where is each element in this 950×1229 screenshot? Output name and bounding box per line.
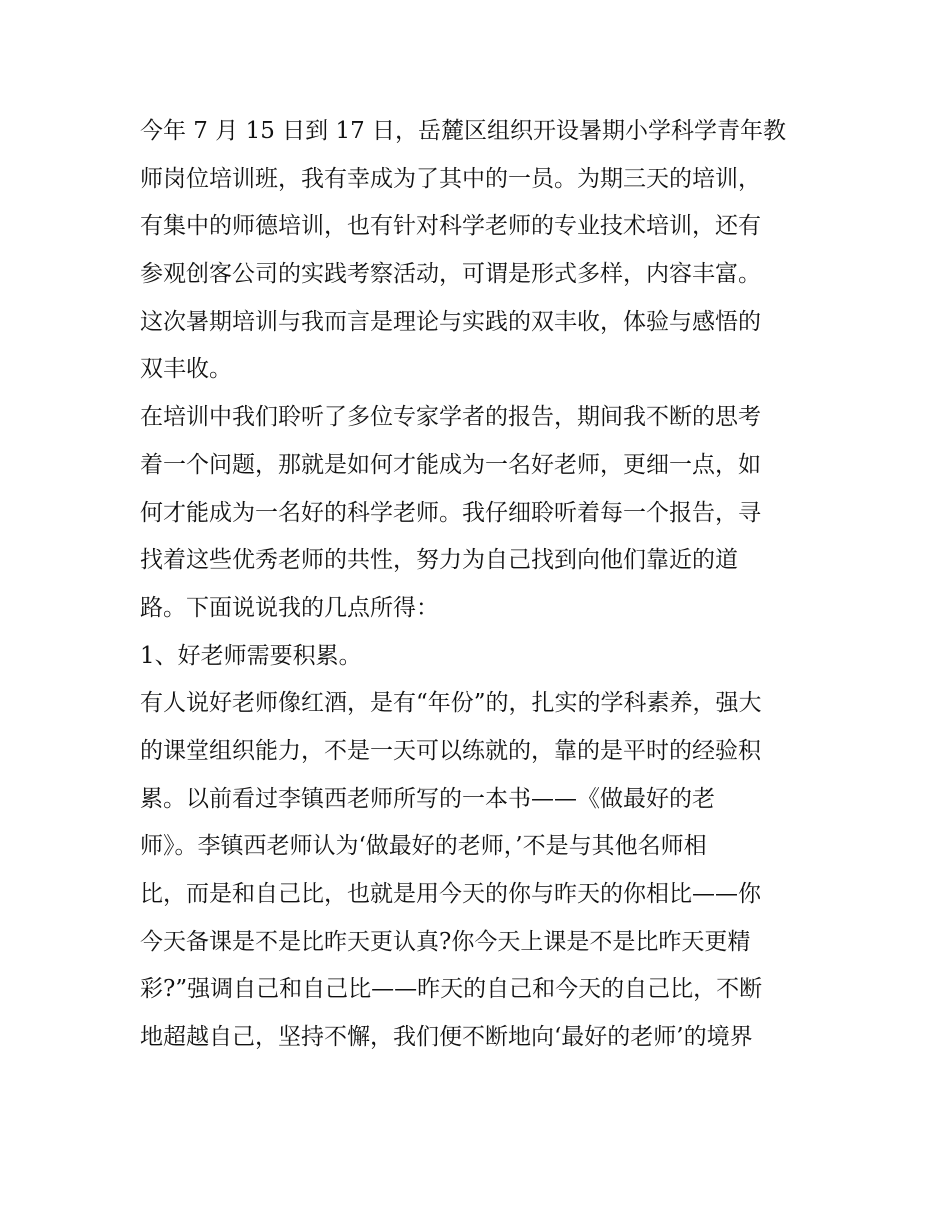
text-line: 有集中的师德培训，也有针对科学老师的专业技术培训，还有 bbox=[140, 213, 761, 240]
text-line: 着一个问题，那就是如何才能成为一名好老师，更细一点，如 bbox=[140, 451, 761, 478]
text-line: 累。以前看过李镇西老师所写的一本书——《做最好的老 bbox=[140, 785, 715, 812]
text-line: 参观创客公司的实践考察活动，可谓是形式多样，内容丰富。 bbox=[140, 261, 761, 288]
text-line: 的课堂组织能力，不是一天可以练就的，靠的是平时的经验积 bbox=[140, 737, 761, 764]
text-line: 双丰收。 bbox=[140, 356, 232, 383]
text-line: 师岗位培训班，我有幸成为了其中的一员。为期三天的培训， bbox=[140, 165, 761, 192]
text-line: 今天备课是不是比昨天更认真?你今天上课是不是比昨天更精 bbox=[140, 928, 751, 955]
text-line: 这次暑期培训与我而言是理论与实践的双丰收，体验与感悟的 bbox=[140, 308, 761, 335]
text-line: 路。下面说说我的几点所得： bbox=[140, 594, 439, 621]
text-line: 今年 7 月 15 日到 17 日，岳麓区组织开设暑期小学科学青年教 bbox=[140, 118, 787, 144]
text-line: 彩?”强调自己和自己比——昨天的自己和今天的自己比，不断 bbox=[140, 976, 763, 1003]
text-line: 何才能成为一名好的科学老师。我仔细聆听着每一个报告，寻 bbox=[140, 499, 761, 526]
text-line: 有人说好老师像红酒，是有“年份”的，扎实的学科素养，强大 bbox=[140, 690, 762, 717]
text-line: 地超越自己，坚持不懈，我们便不断地向‘最好的老师’的境界 bbox=[140, 1024, 753, 1051]
body-text bbox=[140, 108, 820, 1062]
section-heading: 1、好老师需要积累。 bbox=[140, 642, 362, 669]
text-line: 找着这些优秀老师的共性，努力为自己找到向他们靠近的道 bbox=[140, 547, 738, 574]
text-line: 在培训中我们聆听了多位专家学者的报告，期间我不断的思考 bbox=[140, 404, 761, 431]
text-line: 师》。李镇西老师认为‘做最好的老师，’不是与其他名师相 bbox=[140, 833, 707, 860]
text-line: 比，而是和自己比，也就是用今天的你与昨天的你相比——你 bbox=[140, 881, 761, 907]
